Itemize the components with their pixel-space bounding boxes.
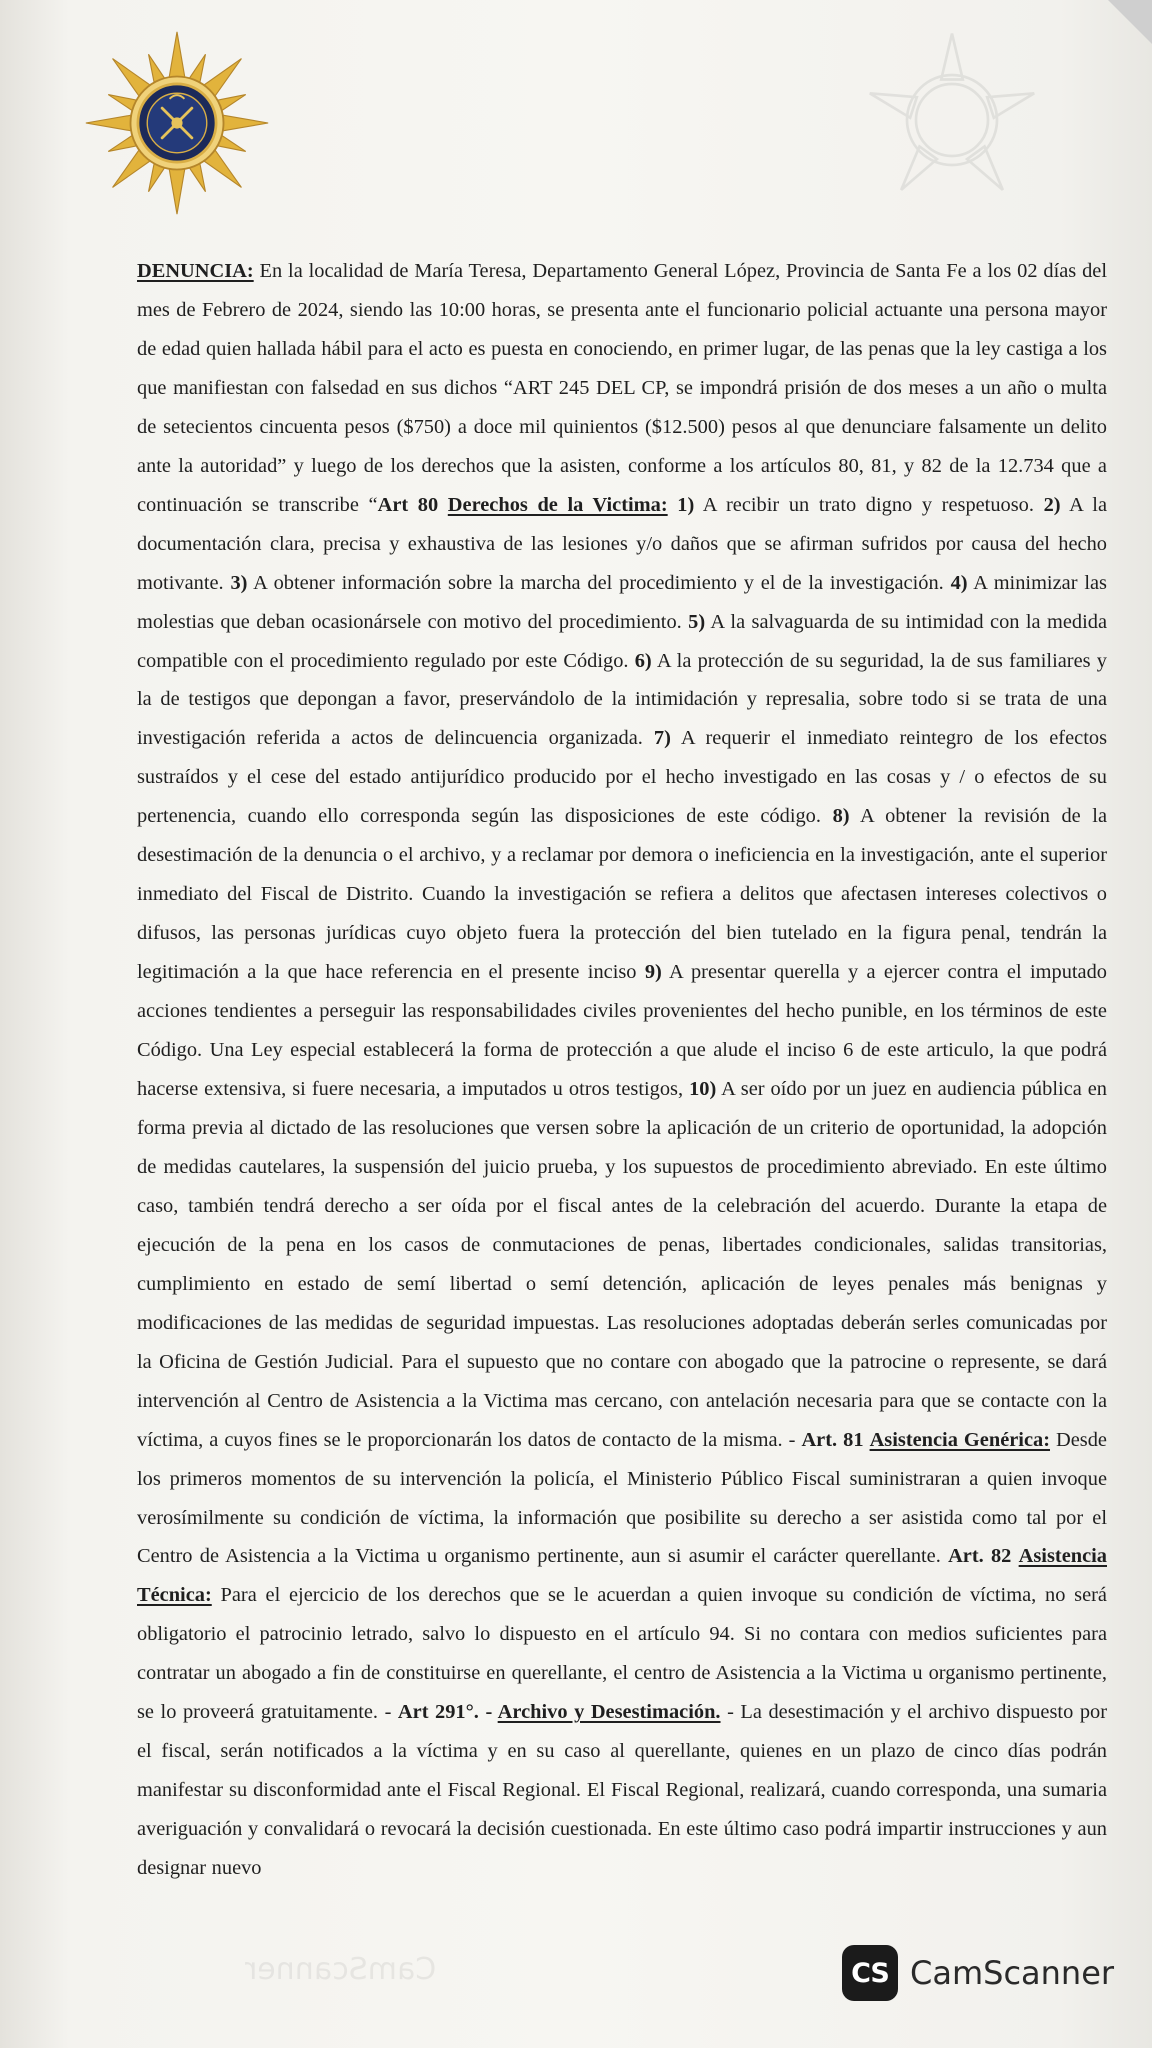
item-8-number: 8) <box>832 805 850 828</box>
item-8-text: A obtener la revisión de la desestimación de la denuncia o el archivo, y a reclamar por demora o ineficiencia en la investigación, ante el superior inmediato del Fiscal de Distrito. Cuando la investigación se refiera a delitos que afectasen intereses colectivos o difusos, las personas jurídicas cuyo objeto fuera la protección del bien tutelado en la figura penal, tendrán la legitimación a la que hace referencia en el presente inciso <box>137 805 1107 984</box>
item-1-text: A recibir un trato digno y respetuoso. <box>694 493 1044 516</box>
art81-text: Desde los primeros momentos de su intervención la policía, el Ministerio Público Fiscal suministraran a quien invoque verosímilmente su condición de víctima, la información que posibilite su derecho a ser asistida como tal por el Centro de Asistencia a la Victima u organismo pertinente, aun si asumir el carácter querellante. <box>137 1428 1107 1568</box>
art82-label: Art. 82 <box>948 1545 1012 1568</box>
art80-title: Derechos de la Victima: <box>447 493 668 516</box>
denuncia-body <box>137 252 1107 1888</box>
item-10-number: 10) <box>689 1078 717 1101</box>
ghost-seal-icon <box>862 30 1042 210</box>
item-4-text: A minimizar las molestias que deban ocasionársele con motivo del procedimiento. <box>137 571 1107 633</box>
camscanner-brand-text: CamScanner <box>910 1954 1115 1992</box>
item-3-number: 3) <box>230 571 248 594</box>
art82-title: Asistencia Técnica: <box>137 1545 1107 1607</box>
item-6-text: A la protección de su seguridad, la de sus familiares y la de testigos que depongan a favor, preservándolo de la intimidación y represalia, sobre todo si se trata de una investigación referida a actos de delincuencia organizada. <box>137 649 1107 750</box>
item-7-number: 7) <box>653 727 671 750</box>
art81-title: Asistencia Genérica: <box>869 1428 1050 1451</box>
item-5-text: A la salvaguarda de su intimidad con la medida compatible con el procedimiento regulado por este Código. <box>137 610 1107 672</box>
art81-label: Art. 81 <box>801 1428 864 1451</box>
item-3-text: A obtener información sobre la marcha del procedimiento y el de la investigación. <box>247 571 951 594</box>
police-star-seal-icon <box>84 30 270 216</box>
denuncia-label: DENUNCIA: <box>137 260 254 282</box>
art82-text: Para el ejercicio de los derechos que se le acuerdan a quien invoque su condición de víctima, no será obligatorio el patrocinio letrado, salvo lo dispuesto en el artículo 94. Si no contara con medios suficientes para contratar un abogado a fin de constituirse en querellante, el centro de Asistencia a la Victima u organismo pertinente, se lo proveerá gratuitamente. - <box>137 1584 1107 1724</box>
item-2-number: 2) <box>1043 493 1061 516</box>
item-9-number: 9) <box>644 961 662 984</box>
camscanner-logo-icon: CS <box>842 1945 898 2001</box>
item-6-number: 6) <box>634 649 652 672</box>
item-5-number: 5) <box>688 610 706 633</box>
item-9-text: A presentar querella y a ejercer contra el imputado acciones tendientes a perseguir las responsabilidades civiles provenientes del hecho punible, en los términos de este Código. Una Ley especial establecerá la forma de protección a que alude el inciso 6 de este articulo, la que podrá hacerse extensiva, si fuere necesaria, a imputados u otros testigos, <box>137 961 1107 1101</box>
art80-label: Art 80 <box>377 493 439 516</box>
art291-text: - La desestimación y el archivo dispuesto por el fiscal, serán notificados a la víctima y en su caso al querellante, quienes en un plazo de cinco días podrán manifestar su disconformidad ante el Fiscal Regional. El Fiscal Regional, realizará, cuando corresponda, una sumaria averiguación y convalidará o revocará la decisión cuestionada. En este último caso podrá impartir instrucciones y aun designar nuevo <box>137 1701 1108 1880</box>
item-10-text: A ser oído por un juez en audiencia pública en forma previa al dictado de las resoluciones que versen sobre la aplicación de un criterio de oportunidad, la adopción de medidas cautelares, la suspensión del juicio prueba, y los supuestos de procedimiento abreviado. En este último caso, también tendrá derecho a ser oída por el fiscal antes de la celebración del acuerdo. Durante la etapa de ejecución de la pena en los casos de conmutaciones de penas, libertades condicionales, salidas transitorias, cumplimiento en estado de semí libertad o semí detención, aplicación de leyes penales más benignas y modificaciones de las medidas de seguridad impuestas. Las resoluciones adoptadas deberán serles comunicadas por la Oficina de Gestión Judicial. Para el supuesto que no contare con abogado que la patrocine o represente, se dará intervención al Centro de Asistencia a la Victima mas cercano, con antelación necesaria para que se contacte con la víctima, a cuyos fines se le proporcionarán los datos de contacto de la misma. - <box>137 1078 1107 1451</box>
mirrored-ghost-watermark: CamScanner <box>245 1952 437 1987</box>
intro-text: En la localidad de María Teresa, Departamento General López, Provincia de Santa Fe a los 02 días del mes de Febrero de 2024, siendo las 10:00 horas, se presenta ante el funcionario policial actuante una persona mayor de edad quien hallada hábil para el acto es puesta en conociendo, en primer lugar, de las penas que la ley castiga a los que manifiestan con falsedad en sus dichos “ART 245 DEL CP, se impondrá prisión de dos meses a un año o multa de setecientos cincuenta pesos ($750) a doce mil quinientos ($12.500) pesos al que denunciare falsamente un delito ante la autoridad” y luego de los derechos que la asisten, conforme a los artículos 80, 81, y 82 de la 12.734 que a continuación se transcribe “ <box>137 260 1107 516</box>
art291-title: Archivo y Desestimación. <box>497 1701 721 1724</box>
item-2-text: A la documentación clara, precisa y exhaustiva de las lesiones y/o daños que se afirman sufridos por causa del hecho motivante. <box>137 493 1108 594</box>
item-4-number: 4) <box>950 571 968 594</box>
item-7-text: A requerir el inmediato reintegro de los efectos sustraídos y el cese del estado antijurídico producido por el hecho investigado en las cosas y / o efectos de su pertenencia, cuando ello corresponda según las disposiciones de este código. <box>137 727 1107 828</box>
camscanner-watermark <box>842 1944 1114 2002</box>
item-1-number: 1) <box>677 493 695 516</box>
art291-separator: - <box>478 1701 498 1724</box>
art291-label: Art 291°. <box>397 1701 479 1724</box>
page-corner-fold <box>1108 0 1152 44</box>
